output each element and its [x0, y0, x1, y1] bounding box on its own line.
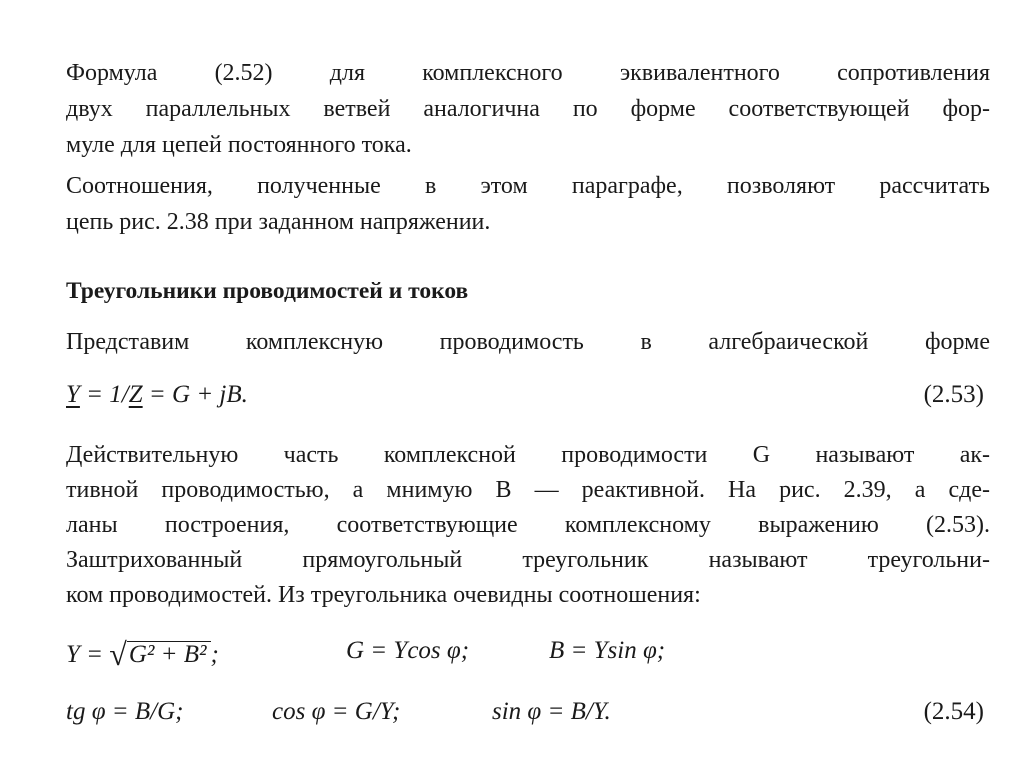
sqrt-icon: √G² + B² [109, 636, 210, 670]
equation-number-2-54: (2.54) [923, 698, 984, 725]
paragraph4-line5: ком проводимостей. Из треугольника очевидны соотношения: [66, 582, 701, 608]
formula-semicolon: ; [210, 641, 219, 668]
paragraph3-line1: Представим комплексную проводимость в алгебраической форме [66, 329, 990, 355]
formula-y-magnitude [66, 636, 219, 670]
sqrt-radicand: G² + B² [127, 641, 211, 668]
paragraph4-line3: ланы построения, соответствующие комплексному выражению (2.53). [66, 512, 990, 538]
paragraph4-line2: тивной проводимостью, а мнимую B — реактивной. На рис. 2.39, а сде- [66, 477, 990, 503]
paragraph2-line1: Соотношения, полученные в этом параграфе, позволяют рассчитать [66, 173, 990, 199]
formula-g-expr: G = Ycos φ; [346, 637, 470, 664]
paragraph2-line2: цепь рис. 2.38 при заданном напряжении. [66, 209, 491, 235]
paragraph1-line1: Формула (2.52) для комплексного эквивалентного сопротивления [66, 60, 990, 86]
section-heading: Треугольники проводимостей и токов [66, 278, 469, 304]
formula-cos-expr: cos φ = G/Y; [272, 698, 401, 725]
formula-y-symbol: Y [66, 381, 80, 408]
formula-b-expr: B = Ysin φ; [549, 637, 666, 664]
formula-middle2: = G + jB. [142, 381, 248, 408]
formula-tg-expr: tg φ = B/G; [66, 698, 184, 725]
paragraph4-line4: Заштрихованный прямоугольный треугольник называют треугольни- [66, 547, 990, 573]
formula-2-53-expression [66, 380, 248, 410]
paragraph1-line2: двух параллельных ветвей аналогична по форме соответствующей фор- [66, 96, 990, 122]
formula-y-eq: Y = [66, 641, 110, 668]
formula-sin-expr: sin φ = B/Y. [492, 698, 611, 725]
formula-middle1: = 1/ [79, 381, 129, 408]
paragraph1-line3: муле для цепей постоянного тока. [66, 132, 412, 158]
paragraph4-line1: Действительную часть комплексной проводимости G называют ак- [66, 442, 990, 468]
equation-number-2-53: (2.53) [923, 381, 984, 408]
formula-z-symbol: Z [128, 381, 143, 408]
